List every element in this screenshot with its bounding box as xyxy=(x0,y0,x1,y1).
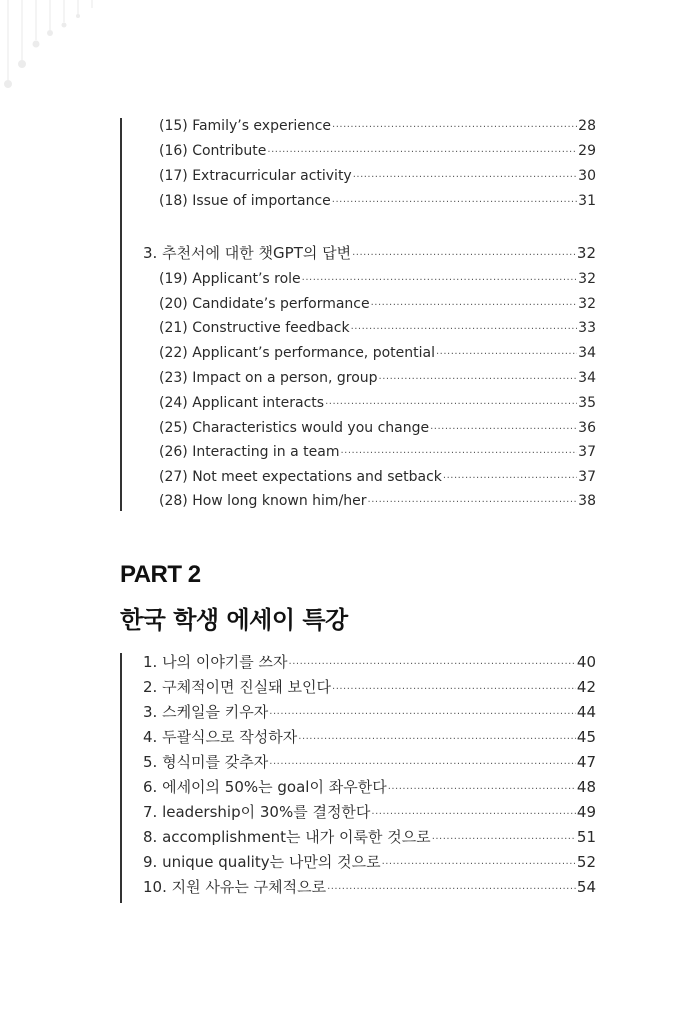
toc-entry[interactable] xyxy=(120,678,596,699)
toc-entry-page: 49 xyxy=(576,803,596,821)
corner-decoration xyxy=(0,0,110,130)
toc-entry-page: 51 xyxy=(576,828,596,846)
toc-entry-page: 47 xyxy=(576,753,596,771)
toc-entry-page: 33 xyxy=(578,320,596,336)
toc-entry-label: (15) Family’s experience xyxy=(159,118,332,134)
toc-entry-page: 38 xyxy=(578,493,596,509)
toc-block-2 xyxy=(120,651,596,906)
toc-entry-label: 6. 에세이의 50%는 goal이 좌우한다 xyxy=(143,778,387,796)
toc-entry-page: 45 xyxy=(576,728,596,746)
toc-entry-label: 9. unique quality는 나만의 것으로 xyxy=(143,853,381,871)
dot-leader xyxy=(351,321,578,339)
toc-entry-page: 34 xyxy=(578,370,596,386)
toc-entry-label: 4. 두괄식으로 작성하자 xyxy=(143,728,298,746)
toc-entry-page: 31 xyxy=(578,193,596,209)
toc-entry[interactable] xyxy=(120,828,596,849)
dot-leader xyxy=(371,297,578,315)
dot-leader xyxy=(327,881,576,899)
toc-entry-page: 35 xyxy=(578,395,596,411)
toc-entry[interactable] xyxy=(120,492,596,512)
dot-leader xyxy=(289,656,576,674)
toc-entry-page: 37 xyxy=(578,469,596,485)
toc-entry[interactable] xyxy=(120,142,596,162)
toc-entry[interactable] xyxy=(120,369,596,389)
toc-entry[interactable] xyxy=(120,295,596,315)
toc-entry-page: 29 xyxy=(578,143,596,159)
toc-block-1 xyxy=(120,114,596,514)
dot-leader xyxy=(302,272,578,290)
dot-leader xyxy=(332,119,577,137)
toc-entry-label: 5. 형식미를 갖추자 xyxy=(143,753,269,771)
dot-leader xyxy=(443,470,577,488)
toc-entry[interactable] xyxy=(120,468,596,488)
toc-entry-page: 32 xyxy=(578,296,596,312)
toc-section-page: 32 xyxy=(576,244,596,262)
dot-leader xyxy=(332,194,577,212)
toc-entry-label: 7. leadership이 30%를 결정한다 xyxy=(143,803,371,821)
dot-leader xyxy=(430,421,577,439)
toc-entry-label: (17) Extracurricular activity xyxy=(159,168,352,184)
toc-entry-page: 40 xyxy=(576,653,596,671)
toc-entry[interactable] xyxy=(120,803,596,824)
dot-leader xyxy=(332,681,576,699)
toc-entry-page: 48 xyxy=(576,778,596,796)
toc-entry-label: (27) Not meet expectations and setback xyxy=(159,469,442,485)
toc-section-3[interactable] xyxy=(120,244,596,265)
toc-entry[interactable] xyxy=(120,419,596,439)
dot-leader xyxy=(352,247,576,265)
toc-entry[interactable] xyxy=(120,167,596,187)
dot-leader xyxy=(269,706,576,724)
dot-leader xyxy=(368,494,578,512)
toc-entry[interactable] xyxy=(120,117,596,137)
toc-entry-label: (25) Characteristics would you change xyxy=(159,420,430,436)
toc-entry-page: 34 xyxy=(578,345,596,361)
toc-entry[interactable] xyxy=(120,270,596,290)
toc-entry-page: 32 xyxy=(578,271,596,287)
part-label: PART 2 xyxy=(120,561,201,588)
toc-entry-label: (16) Contribute xyxy=(159,143,267,159)
toc-entry-page: 52 xyxy=(576,853,596,871)
toc-entry[interactable] xyxy=(120,319,596,339)
toc-entry-label: (21) Constructive feedback xyxy=(159,320,350,336)
toc-entry[interactable] xyxy=(120,443,596,463)
toc-entry[interactable] xyxy=(120,192,596,212)
dot-leader xyxy=(340,445,577,463)
toc-entry-label: (19) Applicant’s role xyxy=(159,271,301,287)
toc-entry-page: 36 xyxy=(578,420,596,436)
toc-entry-label: (24) Applicant interacts xyxy=(159,395,325,411)
dot-leader xyxy=(371,806,575,824)
toc-entry[interactable] xyxy=(120,344,596,364)
dot-leader xyxy=(382,856,576,874)
toc-entry[interactable] xyxy=(120,753,596,774)
toc-entry-page: 30 xyxy=(578,168,596,184)
toc-entry-label: (18) Issue of importance xyxy=(159,193,331,209)
toc-entry-label: 1. 나의 이야기를 쓰자 xyxy=(143,653,288,671)
toc-entry[interactable] xyxy=(120,394,596,414)
toc-entry-label: (23) Impact on a person, group xyxy=(159,370,378,386)
toc-entry-label: 10. 지원 사유는 구체적으로 xyxy=(143,878,327,896)
dot-leader xyxy=(436,346,577,364)
toc-section-label: 3. 추천서에 대한 챗GPT의 답변 xyxy=(143,244,352,262)
dot-leader xyxy=(353,169,577,187)
toc-entry[interactable] xyxy=(120,778,596,799)
toc-entry-label: (26) Interacting in a team xyxy=(159,444,340,460)
toc-entry-label: (20) Candidate’s performance xyxy=(159,296,370,312)
toc-entry-label: 3. 스케일을 키우자 xyxy=(143,703,269,721)
toc-entry[interactable] xyxy=(120,653,596,674)
dot-leader xyxy=(379,371,578,389)
toc-entry-label: (22) Applicant’s performance, potential xyxy=(159,345,435,361)
toc-entry-label: (28) How long known him/her xyxy=(159,493,367,509)
part-title: 한국 학생 에세이 특강 xyxy=(120,606,348,634)
toc-entry-page: 28 xyxy=(578,118,596,134)
dot-leader xyxy=(325,396,577,414)
toc-entry[interactable] xyxy=(120,853,596,874)
toc-entry[interactable] xyxy=(120,703,596,724)
toc-entry[interactable] xyxy=(120,728,596,749)
toc-entry-page: 44 xyxy=(576,703,596,721)
dot-leader xyxy=(432,831,576,849)
toc-entry-page: 42 xyxy=(576,678,596,696)
dot-leader xyxy=(388,781,576,799)
toc-entry[interactable] xyxy=(120,878,596,899)
toc-entry-page: 54 xyxy=(576,878,596,896)
toc-entry-label: 2. 구체적이면 진실돼 보인다 xyxy=(143,678,332,696)
toc-entry-page: 37 xyxy=(578,444,596,460)
dot-leader xyxy=(298,731,576,749)
dot-leader xyxy=(269,756,576,774)
dot-leader xyxy=(267,144,577,162)
toc-entry-label: 8. accomplishment는 내가 이룩한 것으로 xyxy=(143,828,431,846)
